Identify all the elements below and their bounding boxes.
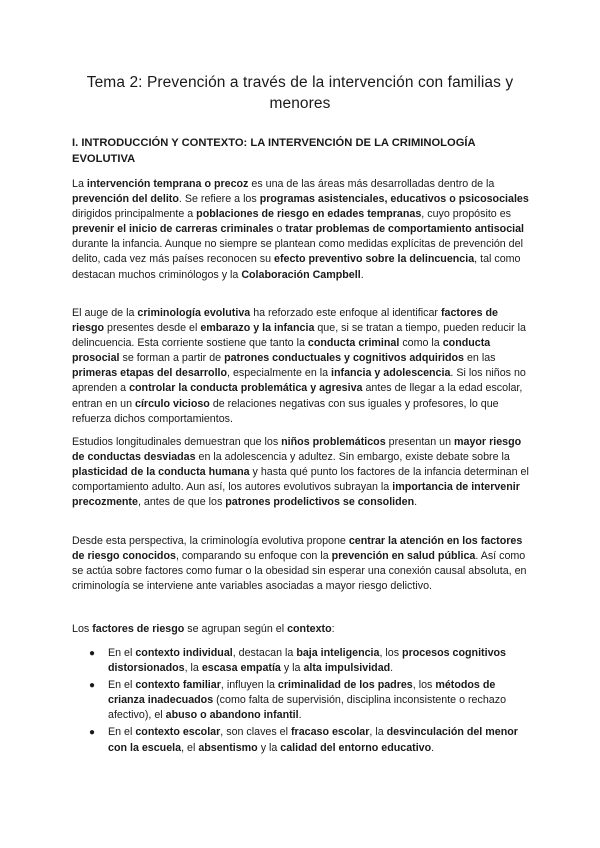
bold-term: Colaboración Campbell [241, 268, 361, 281]
bold-term: prevención del delito [72, 193, 179, 206]
section-heading: I. INTRODUCCIÓN Y CONTEXTO: LA INTERVENCIÓN DE LA CRIMINOLOGÍA EVOLUTIVA [72, 137, 476, 165]
bold-term: desvinculación del menor con la escuela [108, 726, 518, 754]
bold-term: criminalidad de los padres [277, 679, 413, 692]
bold-term: contexto familiar [135, 679, 221, 692]
bold-term: contexto escolar [135, 726, 221, 739]
bold-term: alta impulsividad [303, 662, 391, 675]
bold-term: criminología evolutiva [137, 307, 251, 319]
text-run: , especialmente en la [227, 367, 332, 380]
text-run: . Si los niños no aprenden a [72, 367, 526, 395]
list-item [72, 646, 532, 676]
text-run: , los [379, 647, 403, 659]
paragraph-intro [72, 177, 530, 283]
bold-term: primeras etapas del desarrollo [72, 367, 228, 380]
bold-term: fracaso escolar [290, 726, 370, 739]
text-run: ha reforzado este enfoque al identificar [250, 307, 441, 319]
text-run: . [414, 496, 418, 509]
bold-term: centrar la atención en los factores de riesgo conocidos [72, 535, 523, 563]
bold-term: patrones conductuales y cognitivos adquiridos [224, 352, 464, 365]
text-run: En el [108, 679, 136, 692]
text-run: dirigidos principalmente a [72, 208, 197, 221]
list-item-text [108, 726, 518, 753]
bold-term: abuso o abandono infantil [165, 709, 299, 722]
paragraph-criminologia-evolutiva [72, 306, 530, 427]
text-run: se agrupan según el [184, 623, 288, 635]
bold-term: procesos cognitivos distorsionados [108, 647, 506, 675]
text-run: , antes de que los [137, 496, 226, 509]
bold-term: contexto [287, 623, 332, 635]
text-run: antes de llegar a la edad escolar, entran en un [72, 382, 523, 410]
paragraph-factores-intro [72, 622, 530, 637]
bold-term: factores de riesgo [92, 623, 185, 635]
text-run: . [298, 709, 302, 722]
paragraph-perspectiva [72, 534, 530, 594]
bold-term: prevenir el inicio de carreras criminales [72, 223, 274, 236]
bold-term: embarazo y la infancia [200, 322, 315, 335]
text-run: se forman a partir de [119, 352, 225, 365]
text-run: presentes desde el [104, 322, 201, 335]
text-run: , influyen la [220, 679, 278, 692]
text-run: , comparando su enfoque con la [175, 550, 332, 563]
text-run: Desde esta perspectiva, la criminología evolutiva propone [72, 535, 349, 547]
paragraph-estudios-longitudinales [72, 435, 530, 510]
bold-term: poblaciones de riesgo en edades tempranas [196, 208, 422, 221]
bullet-icon: ● [89, 680, 96, 692]
text-run: La [72, 178, 87, 190]
bold-term: prevención en salud pública [331, 550, 476, 563]
text-run: El auge de la [72, 307, 138, 319]
text-run: Los [72, 623, 93, 635]
text-run: durante la infancia. Aunque no siempre se plantean como medidas explícitas de prevención del delito, cada vez más países reconocen su [72, 238, 523, 266]
text-run: Estudios longitudinales demuestran que los [72, 436, 282, 448]
bold-term: infancia y adolescencia [331, 367, 451, 380]
risk-factor-list [72, 646, 532, 758]
text-run: . [360, 268, 364, 281]
text-run: , cuyo propósito es [421, 208, 511, 221]
list-item [72, 725, 532, 755]
bold-term: intervención temprana o precoz [86, 178, 249, 190]
text-run: es una de las áreas más desarrolladas dentro de la [248, 178, 495, 190]
bold-term: mayor riesgo de conductas desviadas [72, 436, 522, 464]
text-run: de relaciones negativas con sus iguales y profesores, lo que refuerza dichos comportamientos. [72, 397, 499, 425]
bold-term: tratar problemas de comportamiento antisocial [285, 223, 525, 236]
text-run: . [390, 662, 394, 675]
bold-term: escasa empatía [201, 662, 281, 675]
text-run: , la [369, 726, 387, 739]
bold-term: programas asistenciales, educativos o psicosociales [259, 193, 529, 206]
text-run: . Así como se actúa sobre factores como fumar o la obesidad sin esperar una conexión causal absoluta, en criminología se interviene ante variables asociadas a mayor riesgo delictivo. [72, 550, 527, 593]
bullet-icon: ● [89, 727, 96, 739]
bold-term: conducta prosocial [72, 337, 491, 365]
text-run: y hasta qué punto los factores de la infancia determinan el comportamiento adulto. Aun así, los autores evolutivos subrayan la [72, 466, 529, 494]
bold-term: factores de riesgo [72, 307, 498, 335]
text-run: o [273, 223, 286, 236]
text-run: en las [464, 352, 496, 365]
text-run: que, si se tratan a tiempo, pueden reducir la delincuencia. Esta corriente sostiene que tanto la [72, 322, 526, 350]
text-run: (como falta de supervisión, disciplina inconsistente o rechazo afectivo), el [108, 694, 507, 722]
list-item-text [108, 647, 506, 674]
bold-term: niños problemáticos [281, 436, 386, 448]
text-run: presentan un [385, 436, 455, 448]
bold-term: patrones prodelictivos se consoliden [225, 496, 415, 509]
text-run: . [431, 741, 435, 754]
list-item [72, 678, 532, 723]
text-run: . Se refiere a los [178, 193, 260, 206]
text-run: En el [108, 726, 136, 739]
text-run: En el [108, 647, 136, 659]
text-run: , el [181, 741, 199, 754]
bold-term: controlar la conducta problemática y agresiva [129, 382, 363, 395]
bullet-icon: ● [89, 648, 96, 659]
list-item-text [108, 679, 506, 721]
document-title: Tema 2: Prevención a través de la intervención con familias y menores [86, 74, 514, 112]
bold-term: calidad del entorno educativo [280, 741, 432, 754]
text-run: y la [257, 741, 281, 754]
text-run: , destacan la [232, 647, 297, 659]
text-run: y la [280, 662, 304, 675]
bold-term: importancia de intervenir precozmente [72, 481, 520, 509]
text-run: , la [184, 662, 202, 675]
text-run: : [331, 623, 335, 635]
bold-term: contexto individual [135, 647, 233, 659]
bold-term: métodos de crianza inadecuados [108, 679, 496, 707]
text-run: , son claves el [220, 726, 291, 739]
text-run: , los [412, 679, 436, 692]
text-run: , tal como destacan muchos criminólogos y la [72, 253, 521, 281]
bold-term: baja inteligencia [296, 647, 380, 659]
bold-term: efecto preventivo sobre la delincuencia [274, 253, 475, 266]
text-run: como la [399, 337, 443, 350]
bold-term: círculo vicioso [135, 397, 210, 410]
bold-term: conducta criminal [307, 337, 400, 350]
text-run: en la adolescencia y adultez. Sin embargo, existe debate sobre la [195, 451, 510, 464]
bold-term: plasticidad de la conducta humana [72, 466, 250, 479]
bold-term: absentismo [198, 741, 258, 754]
